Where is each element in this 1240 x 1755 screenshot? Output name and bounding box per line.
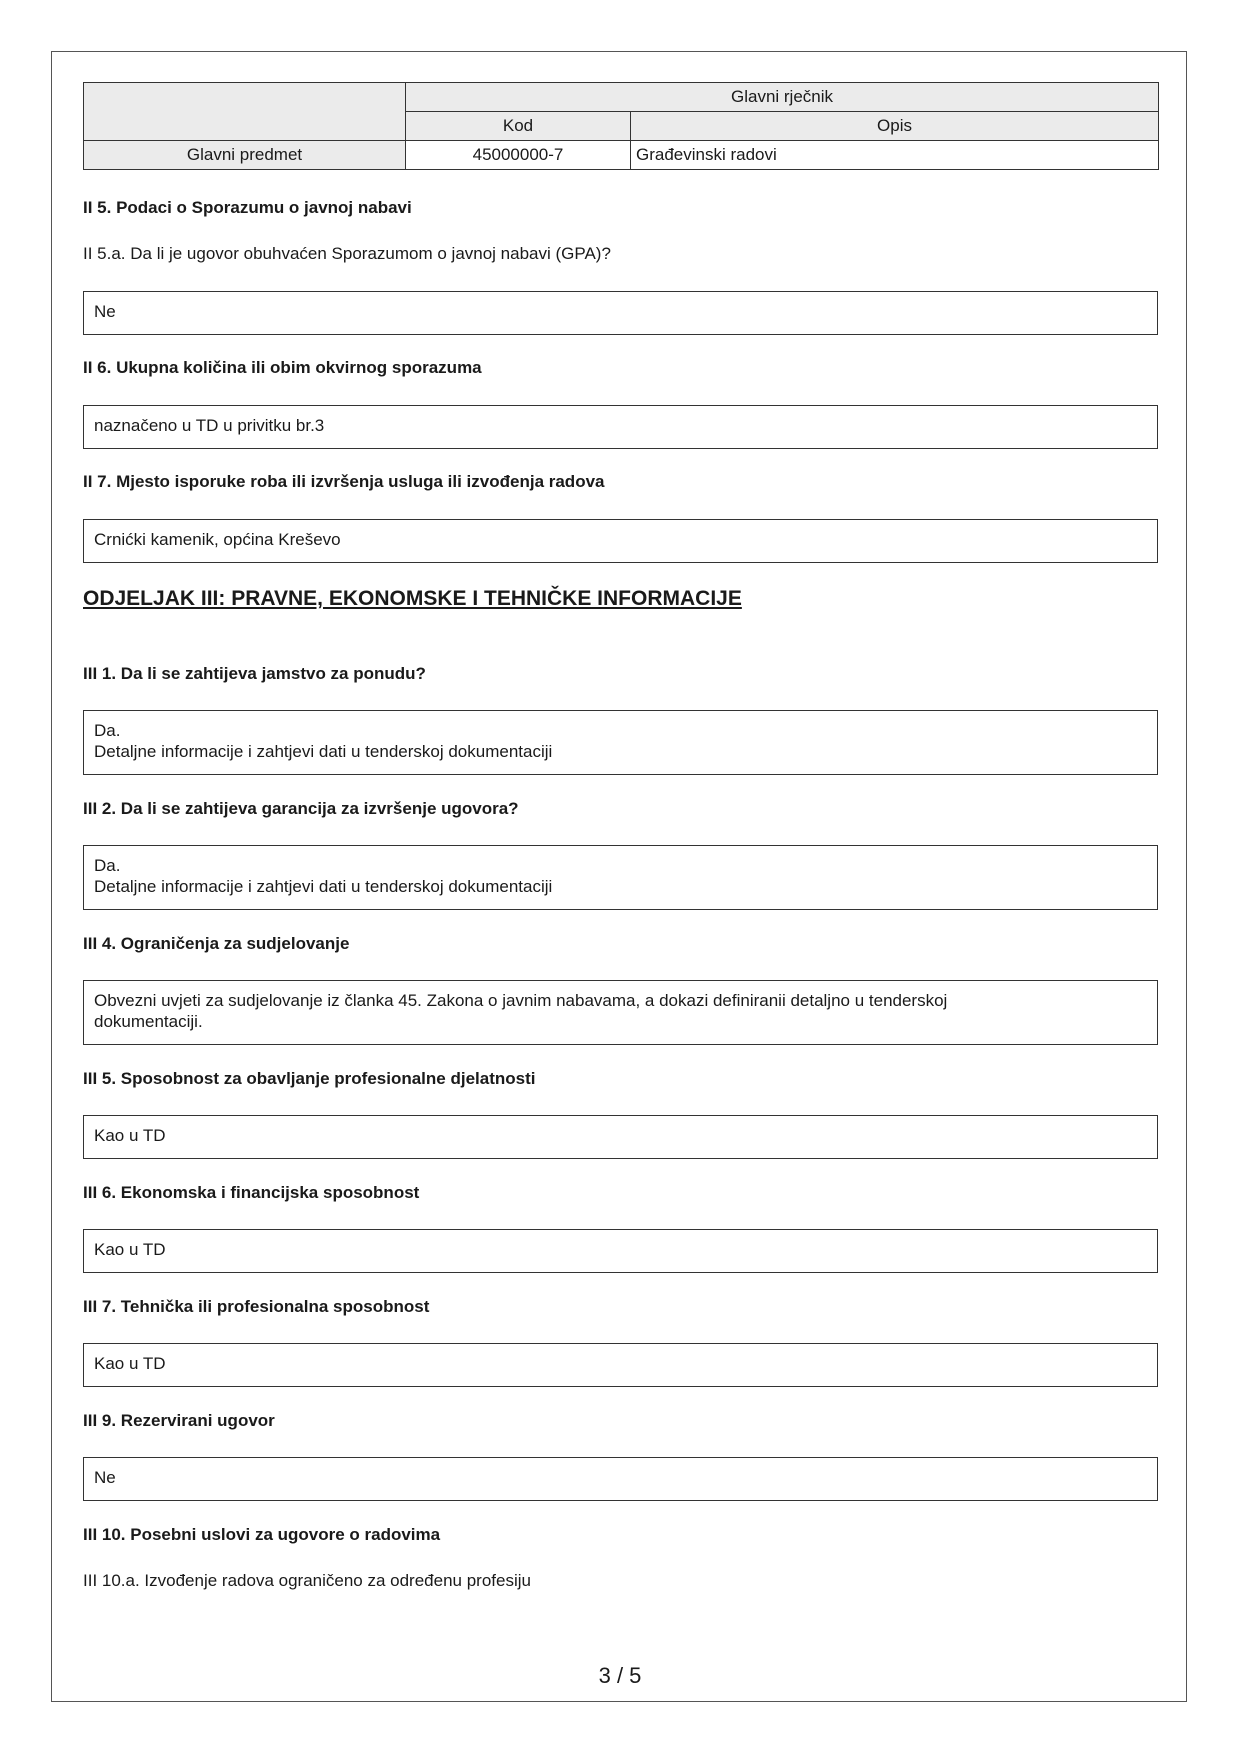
section-heading-ii5: II 5. Podaci o Sporazumu o javnoj nabavi: [83, 198, 412, 217]
answer-line: Detaljne informacije i zahtjevi dati u tenderskoj dokumentaciji: [94, 742, 553, 761]
answer-box-iii9: [83, 1457, 1158, 1501]
answer-line: Da.: [94, 721, 121, 740]
document-content: [83, 82, 1158, 1590]
answer-box-ii6: [83, 405, 1158, 449]
section-heading-iii4: III 4. Ograničenja za sudjelovanje: [83, 934, 350, 953]
answer-line: dokumentaciji.: [94, 1012, 203, 1031]
answer-box-iii4: [83, 980, 1158, 1045]
cpv-col-desc: Opis: [631, 112, 1159, 141]
answer-text: Crnićki kamenik, općina Kreševo: [94, 530, 341, 549]
answer-box-iii1: [83, 710, 1158, 775]
answer-text: Ne: [94, 302, 116, 321]
cpv-row-label: Glavni predmet: [84, 141, 406, 170]
cpv-row-code: 45000000-7: [406, 141, 631, 170]
answer-box-iii6: [83, 1229, 1158, 1273]
answer-text: Kao u TD: [94, 1240, 166, 1259]
question-ii5a: II 5.a. Da li je ugovor obuhvaćen Sporazumom o javnoj nabavi (GPA)?: [83, 244, 611, 263]
section-heading-ii7: II 7. Mjesto isporuke roba ili izvršenja usluga ili izvođenja radova: [83, 472, 605, 491]
section-title-odjeljak-iii: ODJELJAK III: PRAVNE, EKONOMSKE I TEHNIČKE INFORMACIJE: [83, 587, 742, 610]
answer-text: Kao u TD: [94, 1354, 166, 1373]
answer-line: Da.: [94, 856, 121, 875]
section-heading-iii1: III 1. Da li se zahtijeva jamstvo za ponudu?: [83, 664, 426, 683]
answer-line: Detaljne informacije i zahtjevi dati u tenderskoj dokumentaciji: [94, 877, 553, 896]
answer-text: Kao u TD: [94, 1126, 166, 1145]
cpv-row-desc: Građevinski radovi: [631, 141, 1159, 170]
question-iii10a: III 10.a. Izvođenje radova ograničeno za određenu profesiju: [83, 1571, 531, 1590]
page-number: 3 / 5: [598, 1663, 642, 1688]
cpv-table-empty-cell: [84, 83, 406, 141]
answer-box-iii7: [83, 1343, 1158, 1387]
section-heading-iii9: III 9. Rezervirani ugovor: [83, 1411, 275, 1430]
section-heading-iii5: III 5. Sposobnost za obavljanje profesionalne djelatnosti: [83, 1069, 536, 1088]
answer-box-ii7: [83, 519, 1158, 563]
section-heading-iii7: III 7. Tehnička ili profesionalna sposobnost: [83, 1297, 430, 1316]
answer-text: Ne: [94, 1468, 116, 1487]
answer-text: naznačeno u TD u privitku br.3: [94, 416, 325, 435]
answer-box-iii2: [83, 845, 1158, 910]
section-heading-iii10: III 10. Posebni uslovi za ugovore o radovima: [83, 1525, 441, 1544]
answer-box-iii5: [83, 1115, 1158, 1159]
section-heading-iii6: III 6. Ekonomska i financijska sposobnost: [83, 1183, 420, 1202]
cpv-table: [83, 82, 1159, 170]
cpv-group-header: Glavni rječnik: [406, 83, 1159, 112]
section-heading-iii2: III 2. Da li se zahtijeva garancija za izvršenje ugovora?: [83, 799, 519, 818]
answer-box-ii5a: [83, 291, 1158, 335]
section-heading-ii6: II 6. Ukupna količina ili obim okvirnog sporazuma: [83, 358, 482, 377]
cpv-col-code: Kod: [406, 112, 631, 141]
answer-line: Obvezni uvjeti za sudjelovanje iz članka 45. Zakona o javnim nabavama, a dokazi definiranii detaljno u tenderskoj: [94, 991, 948, 1010]
